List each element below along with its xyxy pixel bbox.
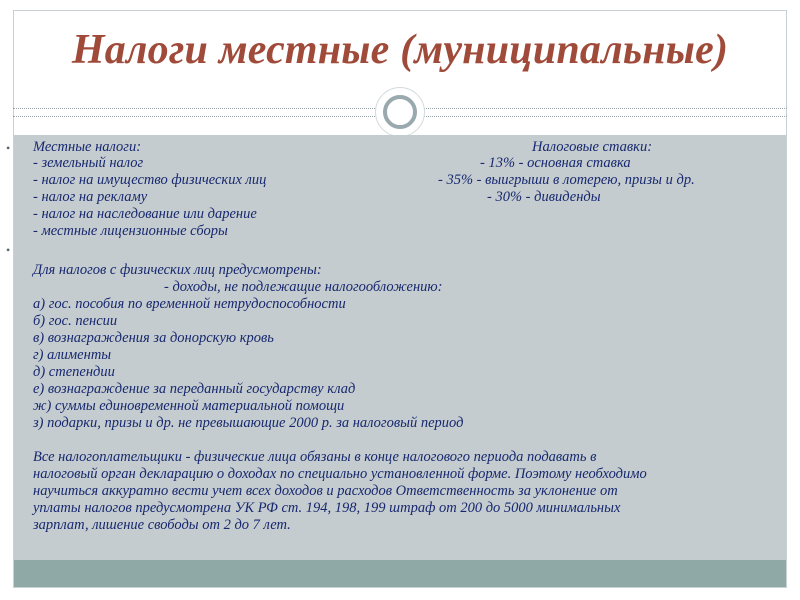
paragraph-line: налоговый орган декларацию о доходах по специально установленной форме. Поэтому необходимо — [33, 466, 647, 482]
tax-rate-item: - 35% - выигрыши в лотерею, призы и др. — [438, 172, 695, 188]
exemption-item: б) гос. пенсии — [33, 313, 118, 329]
local-tax-item: - земельный налог — [33, 155, 144, 171]
tax-rate-item: - 30% - дивиденды — [487, 189, 601, 205]
paragraph-line: научиться аккуратно вести учет всех доходов и расходов Ответственность за уклонение от — [33, 483, 618, 499]
local-tax-item: - налог на наследование или дарение — [33, 206, 257, 222]
paragraph-line: зарплат, лишение свободы от 2 до 7 лет. — [33, 517, 291, 533]
footer-band — [14, 560, 786, 587]
exemption-item: ж) суммы единовременной материальной помощи — [33, 398, 345, 414]
paragraph-line: уплаты налогов предусмотрена УК РФ ст. 194, 198, 199 штраф от 200 до 5000 минимальных — [33, 500, 621, 516]
local-tax-item: - налог на рекламу — [33, 189, 148, 205]
local-tax-item: - налог на имущество физических лиц — [33, 172, 267, 188]
exemption-item: в) вознаграждения за донорскую кровь — [33, 330, 274, 346]
exemption-item: г) алименты — [33, 347, 112, 363]
tax-rates-heading: Налоговые ставки: — [532, 139, 653, 155]
local-tax-item: - местные лицензионные сборы — [33, 223, 228, 239]
tax-rate-item: - 13% - основная ставка — [480, 155, 631, 171]
exemption-item: а) гос. пособия по временной нетрудоспособности — [33, 296, 346, 312]
local-taxes-heading: Местные налоги: — [33, 139, 142, 155]
slide-title: Налоги местные (муниципальные) — [71, 27, 729, 73]
exemptions-heading: Для налогов с физических лиц предусмотрены: — [33, 262, 322, 278]
bullet-icon: • — [6, 141, 11, 155]
exemption-item: з) подарки, призы и др. не превышающие 2000 р. за налоговый период — [33, 415, 464, 431]
exemptions-subheading: - доходы, не подлежащие налогообложению: — [164, 279, 443, 295]
paragraph-line: Все налогоплательщики - физические лица обязаны в конце налогового периода подавать в — [33, 449, 597, 465]
exemption-item: д) степендии — [33, 364, 115, 380]
divider-ring-icon — [383, 95, 417, 129]
bullet-icon: • — [6, 243, 11, 257]
exemption-item: е) вознаграждение за переданный государству клад — [33, 381, 356, 397]
